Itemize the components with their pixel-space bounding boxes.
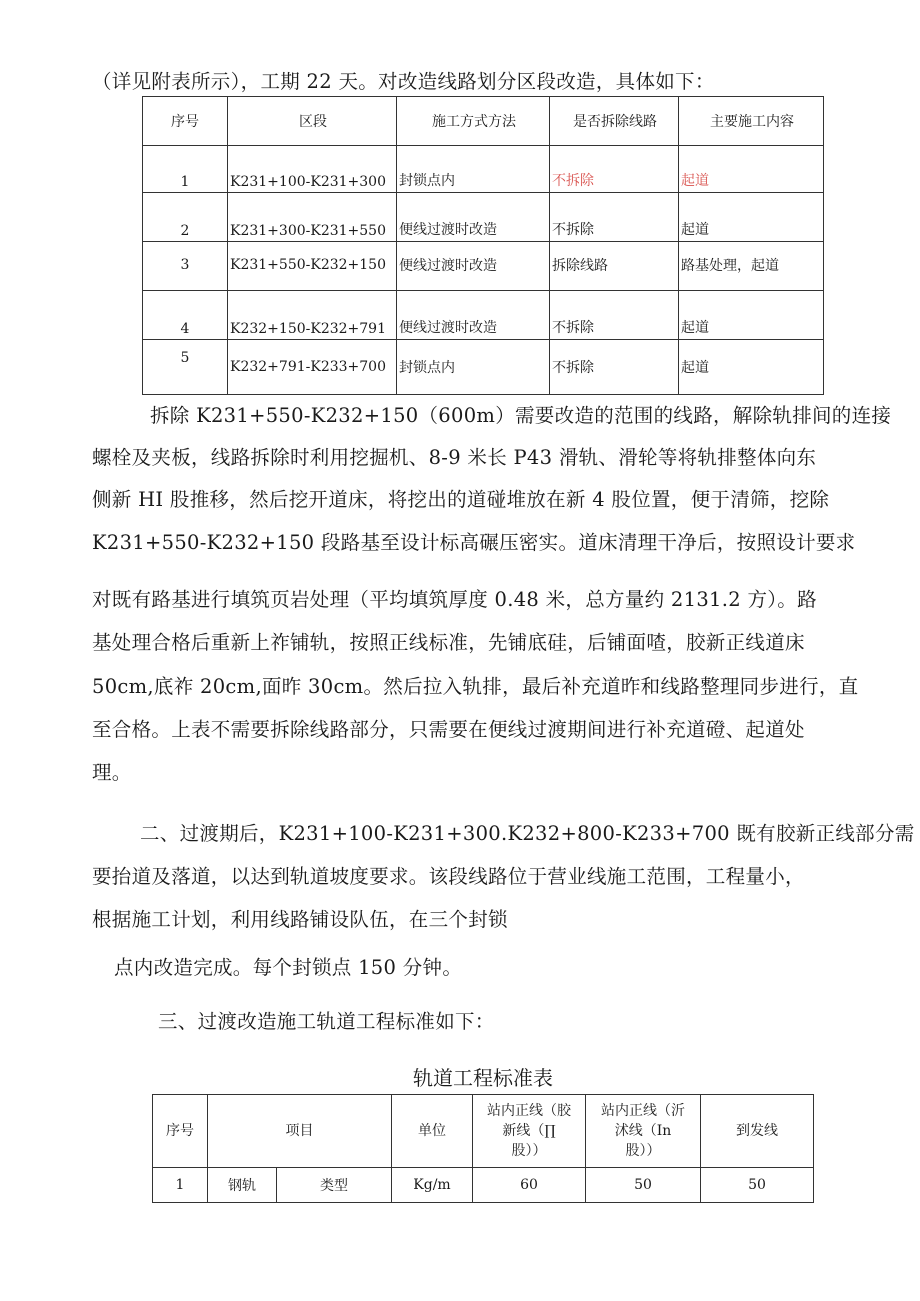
- header-item: 项目: [208, 1095, 392, 1168]
- cell-method: 便线过渡时改造: [397, 291, 550, 340]
- table-row: [143, 193, 824, 242]
- header-method: 施工方式方法: [397, 97, 550, 146]
- header-main-line-yishu: [586, 1095, 701, 1168]
- paragraph-line: K231+550-K232+150 段路基至设计标高碾压密实。道床清理干净后，按照设计要求: [92, 531, 856, 554]
- cell-subitem: 类型: [277, 1168, 392, 1203]
- cell-section: K232+791-K233+700: [228, 340, 397, 395]
- cell-unit: Kg/m: [392, 1168, 473, 1203]
- paragraph-line: 对既有路基进行填筑页岩处理（平均填筑厚度 0.48 米，总方量约 2131.2 方）。路: [92, 588, 817, 611]
- cell-no: 1: [143, 146, 228, 193]
- section-table: [142, 96, 824, 395]
- paragraph-line: 基处理合格后重新上祚铺轨，按照正线标准，先铺底硅，后铺面喳，胶新正线道床: [92, 631, 805, 654]
- cell-value: 60: [473, 1168, 586, 1203]
- header-unit: 单位: [392, 1095, 473, 1168]
- paragraph-line: 50cm,底祚 20cm,面昨 30cm。然后拉入轨排，最后补充道昨和线路整理同步进行，直: [92, 675, 859, 698]
- header-line: 沭线（In: [614, 1123, 672, 1139]
- header-section: 区段: [228, 97, 397, 146]
- table-row: [143, 242, 824, 291]
- paragraph-line: 螺栓及夹板，线路拆除时利用挖掘机、8-9 米长 P43 滑轨、滑轮等将轨排整体向东: [92, 446, 817, 469]
- cell-method: 便线过渡时改造: [397, 193, 550, 242]
- cell-remove: 不拆除: [550, 291, 679, 340]
- table-row: [143, 291, 824, 340]
- cell-value: 50: [701, 1168, 814, 1203]
- paragraph-line: 理。: [92, 761, 132, 784]
- paragraph-line: 拆除 K231+550-K232+150（600m）需要改造的范围的线路，解除轨排间的连接: [150, 404, 892, 427]
- cell-section: K231+100-K231+300: [228, 146, 397, 193]
- header-line: 站内正线（胶: [487, 1103, 571, 1119]
- cell-section: K232+150-K232+791: [228, 291, 397, 340]
- header-remove: 是否拆除线路: [550, 97, 679, 146]
- cell-no: 5: [143, 340, 228, 395]
- cell-work: 路基处理，起道: [679, 242, 824, 291]
- cell-method: 封锁点内: [397, 146, 550, 193]
- paragraph-3: 三、过渡改造施工轨道工程标准如下：: [158, 1010, 495, 1033]
- header-no: 序号: [153, 1095, 208, 1168]
- cell-method: 封锁点内: [397, 340, 550, 395]
- intro-line: （详见附表所示），工期 22 天。对改造线路划分区段改造，具体如下：: [92, 70, 715, 93]
- paragraph-line: 至合格。上表不需要拆除线路部分，只需要在便线过渡期间进行补充道磴、起道处: [92, 718, 805, 741]
- header-work: 主要施工内容: [679, 97, 824, 146]
- cell-remove: 不拆除: [550, 146, 679, 193]
- header-arrival-line: 到发线: [701, 1095, 814, 1168]
- table-header-row: [153, 1095, 814, 1168]
- cell-work: 起道: [679, 193, 824, 242]
- cell-item: 钢轨: [208, 1168, 277, 1203]
- cell-no: 2: [143, 193, 228, 242]
- paragraph-line: 点内改造完成。每个封锁点 150 分钟。: [114, 956, 463, 979]
- header-line: 股））: [511, 1143, 547, 1159]
- cell-value: 50: [586, 1168, 701, 1203]
- cell-work: 起道: [679, 340, 824, 395]
- paragraph-line: 根据施工计划，利用线路铺设队伍，在三个封锁: [92, 908, 508, 931]
- header-line: 新线（∏: [502, 1123, 556, 1139]
- cell-work: 起道: [679, 146, 824, 193]
- table-caption: 轨道工程标准表: [413, 1066, 553, 1090]
- header-line: 站内正线（沂: [601, 1103, 685, 1119]
- header-main-line-jiaoxin: [473, 1095, 586, 1168]
- header-line: 股））: [625, 1143, 661, 1159]
- cell-section: K231+550-K232+150: [228, 242, 397, 291]
- paragraph-line: 侧新 HI 股推移，然后挖开道床，将挖出的道碰堆放在新 4 股位置，便于清筛，挖除: [92, 488, 830, 511]
- cell-no: 1: [153, 1168, 208, 1203]
- cell-section: K231+300-K231+550: [228, 193, 397, 242]
- table-header-row: [143, 97, 824, 146]
- cell-no: 4: [143, 291, 228, 340]
- table-row: [153, 1168, 814, 1203]
- table-row: [143, 340, 824, 395]
- paragraph-line: 要抬道及落道，以达到轨道坡度要求。该段线路位于营业线施工范围，工程量小，: [92, 865, 805, 888]
- track-standard-table: [152, 1094, 814, 1203]
- header-no: 序号: [143, 97, 228, 146]
- table-row: [143, 146, 824, 193]
- cell-remove: 不拆除: [550, 340, 679, 395]
- paragraph-line: 二、过渡期后，K231+100-K231+300.K232+800-K233+700 既有胶新正线部分需: [140, 822, 915, 845]
- cell-remove: 不拆除: [550, 193, 679, 242]
- cell-work: 起道: [679, 291, 824, 340]
- cell-method: 便线过渡时改造: [397, 242, 550, 291]
- cell-no: 3: [143, 242, 228, 291]
- cell-remove: 拆除线路: [550, 242, 679, 291]
